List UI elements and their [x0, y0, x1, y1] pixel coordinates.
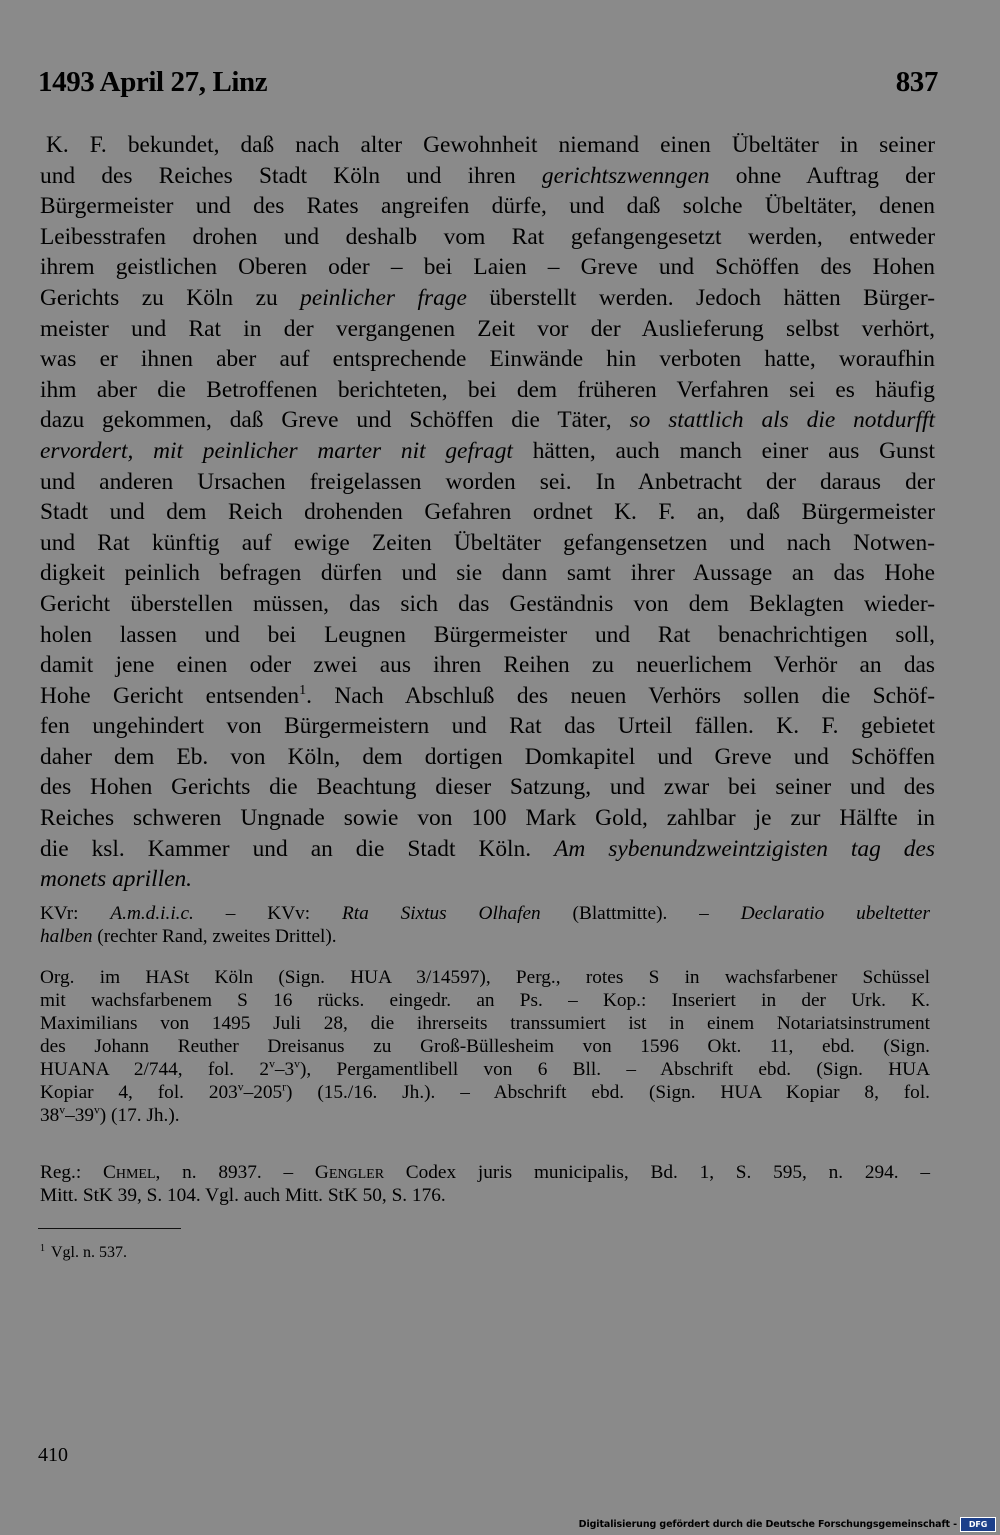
- text-segment: was er ihnen aber auf entsprechende Einwände hin verboten hatte, woraufhin: [40, 346, 935, 373]
- text-line: [40, 283, 935, 314]
- text-line: [40, 966, 930, 989]
- text-segment: meister und Rat in der vergangenen Zeit vor der Auslieferung selbst verhört,: [40, 315, 935, 342]
- text-segment: ) (15./16. Jh.). – Abschrift ebd. (Sign. HUA Kopiar 8, fol.: [286, 1082, 931, 1103]
- regest-summary: [40, 130, 935, 895]
- footnote-text: Vgl. n. 537.: [51, 1244, 127, 1261]
- text-segment: ihrem geistlichen Oberen oder – bei Laien – Greve und Schöffen des Hohen: [40, 254, 935, 281]
- document-heading: 1493 April 27, Linz: [38, 66, 268, 98]
- text-line: [40, 1081, 930, 1104]
- text-segment: – KVv:: [193, 903, 342, 924]
- text-segment: (rechter Rand, zweites Drittel).: [92, 926, 337, 947]
- text-line: [40, 925, 930, 948]
- text-segment: Reiches schweren Ungnade sowie von 100 Mark Gold, zahlbar je zur Hälfte in: [40, 805, 935, 832]
- text-segment: Gengler: [314, 1162, 385, 1183]
- superscript: r: [282, 1080, 287, 1094]
- regesten-references: [40, 1161, 930, 1207]
- text-segment: Declaratio ubeltetter: [740, 903, 930, 924]
- footnote-mark: 1: [40, 1242, 45, 1254]
- text-line: [40, 772, 935, 803]
- superscript: v: [294, 1057, 300, 1071]
- text-segment: Org. im HASt Köln (Sign. HUA 3/14597), Perg., rotes S in wachsfarbener Schüssel: [40, 967, 930, 988]
- text-segment: Hohe Gericht entsenden: [40, 682, 300, 709]
- page-header: [38, 66, 938, 99]
- text-line: [40, 161, 935, 192]
- text-line: [40, 620, 935, 651]
- text-segment: Am sybenundzweintzigisten tag des: [554, 835, 935, 862]
- text-segment: Stadt und dem Reich drohenden Gefahren ordnet K. F. an, daß Bürgermeister: [40, 499, 935, 526]
- text-segment: und des Reiches Stadt Köln und ihren: [40, 162, 542, 189]
- text-segment: Reg.:: [40, 1162, 103, 1183]
- text-segment: Mitt. StK 39, S. 104. Vgl. auch Mitt. StK 50, S. 176.: [40, 1185, 446, 1206]
- source-tradition: [40, 966, 930, 1127]
- text-segment: (Blattmitte). –: [540, 903, 741, 924]
- text-segment: KVr:: [40, 903, 111, 924]
- superscript: v: [94, 1103, 100, 1117]
- text-line: [40, 1161, 930, 1184]
- dfg-logo-icon: DFG: [960, 1517, 996, 1532]
- text-line: [40, 742, 935, 773]
- text-segment: ohne Auftrag der: [709, 162, 935, 189]
- text-segment: , n. 8937. –: [155, 1162, 315, 1183]
- text-segment: A.m.d.i.i.c.: [110, 903, 194, 924]
- text-line: [40, 497, 935, 528]
- text-line: [40, 130, 935, 161]
- text-line: [40, 252, 935, 283]
- text-segment: damit jene einen oder zwei aus ihren Reihen zu neuerlichem Verhör an das: [40, 652, 935, 679]
- text-segment: ihm aber die Betroffenen berichteten, bei dem früheren Verfahren sei es häufig: [40, 376, 935, 403]
- superscript: v: [59, 1103, 66, 1117]
- text-segment: des Hohen Gerichts die Beachtung dieser Satzung, und zwar bei seiner und des: [40, 774, 935, 801]
- text-segment: HUANA 2/744, fol. 2: [40, 1059, 270, 1080]
- text-line: [40, 589, 935, 620]
- text-segment: –205: [243, 1082, 283, 1103]
- text-segment: –3: [274, 1059, 295, 1080]
- page-number: 410: [38, 1444, 68, 1466]
- text-segment: Gericht überstellen müssen, das sich das Geständnis von dem Beklagten wieder-: [40, 590, 935, 617]
- text-segment: –39: [65, 1105, 94, 1126]
- text-segment: Codex juris municipalis, Bd. 1, S. 595, n. 294. –: [384, 1162, 930, 1183]
- text-line: [40, 902, 930, 925]
- text-line: [40, 1184, 930, 1207]
- superscript: v: [269, 1057, 275, 1071]
- text-line: [40, 344, 935, 375]
- text-segment: monets aprillen.: [40, 866, 193, 893]
- text-segment: und Rat künftig auf ewige Zeiten Übeltäter gefangensetzen und nach Notwen-: [40, 529, 935, 556]
- text-segment: Chmel: [103, 1162, 156, 1183]
- text-segment: 38: [40, 1105, 60, 1126]
- text-segment: digkeit peinlich befragen dürfen und sie dann samt ihrer Aussage an das Hohe: [40, 560, 935, 587]
- text-line: [40, 1104, 930, 1127]
- text-segment: ) (17. Jh.).: [99, 1105, 180, 1126]
- text-line: [40, 375, 935, 406]
- text-line: [40, 528, 935, 559]
- text-segment: Rta Sixtus Olhafen: [341, 903, 541, 924]
- dfg-credit: [579, 1517, 996, 1532]
- text-segment: ervordert, mit peinlicher marter nit gefragt: [40, 437, 513, 464]
- text-line: [40, 650, 935, 681]
- text-segment: halben: [40, 926, 93, 947]
- text-line: [40, 1058, 930, 1081]
- text-line: [40, 681, 935, 712]
- text-line: [40, 989, 930, 1012]
- text-line: [40, 467, 935, 498]
- text-segment: so stattlich als die notdurfft: [629, 407, 935, 434]
- text-segment: ), Pergamentlibell von 6 Bll. – Abschrift ebd. (Sign. HUA: [299, 1059, 931, 1080]
- text-segment: . Nach Abschluß des neuen Verhörs sollen die Schöf-: [306, 682, 936, 709]
- superscript: 1: [299, 681, 307, 698]
- text-line: [40, 314, 935, 345]
- text-segment: überstellt werden. Jedoch hätten Bürger-: [466, 284, 935, 311]
- text-segment: Gerichts zu Köln zu: [40, 284, 301, 311]
- text-segment: Kopiar 4, fol. 203: [40, 1082, 238, 1103]
- footnote: [40, 1243, 127, 1263]
- text-segment: und anderen Ursachen freigelassen worden sei. In Anbetracht der daraus der: [40, 468, 935, 495]
- text-line: [40, 222, 935, 253]
- superscript: v: [237, 1080, 244, 1094]
- text-segment: Leibesstrafen drohen und deshalb vom Rat gefangengesetzt werden, entweder: [40, 223, 935, 250]
- text-segment: peinlicher frage: [300, 284, 467, 311]
- text-line: [40, 1035, 930, 1058]
- text-line: [40, 436, 935, 467]
- dfg-credit-text: Digitalisierung gefördert durch die Deutsche Forschungsgemeinschaft -: [578, 1519, 957, 1530]
- footnote-divider: [38, 1228, 181, 1229]
- document-number: 837: [895, 66, 938, 98]
- text-segment: fen ungehindert von Bürgermeistern und Rat das Urteil fällen. K. F. gebietet: [40, 713, 935, 740]
- text-line: [40, 864, 935, 895]
- text-segment: dazu gekommen, daß Greve und Schöffen die Täter,: [40, 407, 630, 434]
- text-segment: des Johann Reuther Dreisanus zu Groß-Büllesheim von 1596 Okt. 11, ebd. (Sign.: [40, 1036, 930, 1057]
- text-segment: Bürgermeister und des Rates angreifen dürfe, und daß solche Übeltäter, denen: [40, 193, 935, 220]
- text-line: [40, 558, 935, 589]
- text-line: [40, 803, 935, 834]
- text-segment: daher dem Eb. von Köln, dem dortigen Domkapitel und Greve und Schöffen: [40, 743, 935, 770]
- text-segment: mit wachsfarbenem S 16 rücks. eingedr. an Ps. – Kop.: Inseriert in der Urk. K.: [40, 990, 930, 1011]
- text-segment: hätten, auch manch einer aus Gunst: [512, 437, 935, 464]
- text-segment: gerichtszwenngen: [541, 162, 710, 189]
- text-line: [40, 405, 935, 436]
- text-segment: die ksl. Kammer und an die Stadt Köln.: [40, 835, 555, 862]
- chancery-notes: [40, 902, 930, 948]
- text-line: [40, 191, 935, 222]
- text-segment: K. F. bekundet, daß nach alter Gewohnheit niemand einen Übeltäter in seiner: [46, 132, 935, 158]
- text-line: [40, 1012, 930, 1035]
- text-line: [40, 834, 935, 865]
- text-segment: Maximilians von 1495 Juli 28, die ihrerseits transsumiert ist in einem Notariatsinstrument: [40, 1013, 930, 1034]
- text-line: [40, 711, 935, 742]
- text-segment: holen lassen und bei Leugnen Bürgermeister und Rat benachrichtigen soll,: [40, 621, 935, 648]
